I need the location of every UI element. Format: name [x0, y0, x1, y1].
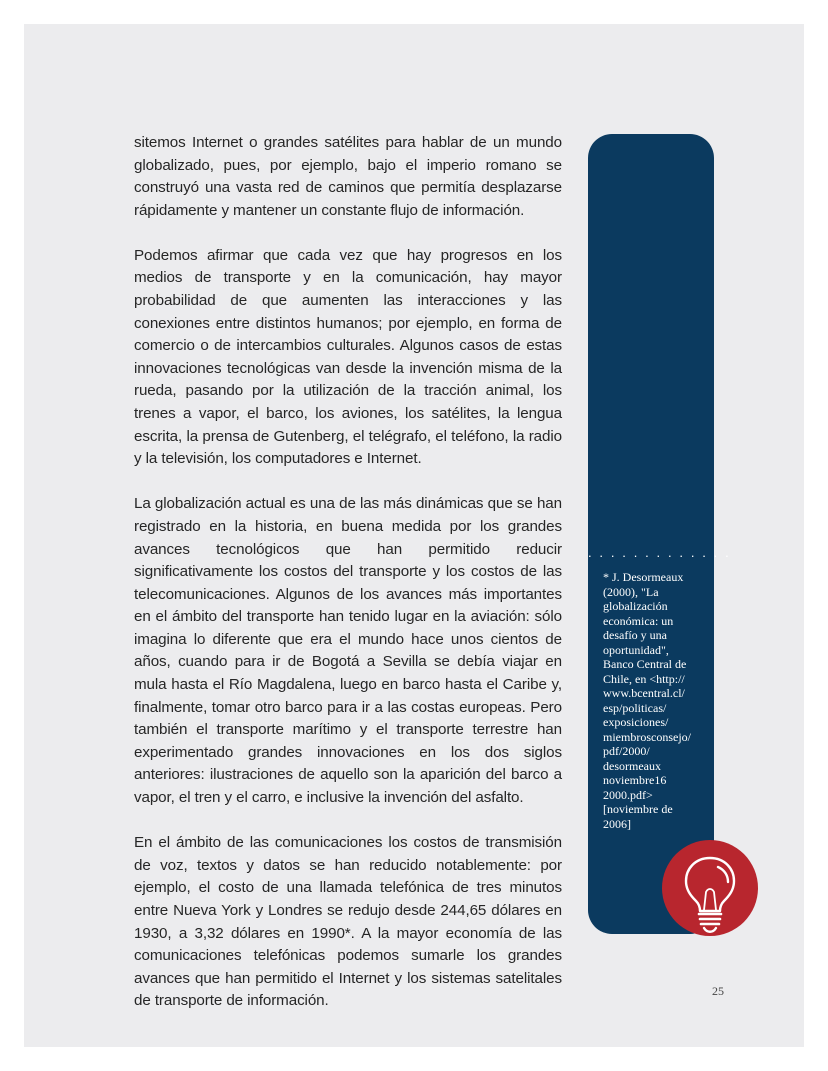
paragraph-3: La globalización actual es una de las más dinámicas que se han registrado en la historia, en buena medida por los grandes avances tecnológicos que han permitido reducir significativamente los costos del transporte y los costos de las telecomunicaciones. Algunos de los avances más importantes en el ámbito del transporte han tenido lugar en la aviación: sólo imagina lo diferente que era el mundo hace unos cientos de años, cuando para ir de Bogotá a Sevilla se debía viajar en mula hasta el Río Magdalena, luego en barco hasta el Caribe y, finalmente, tomar otro barco para ir a las costas europeas. Pero también el transporte marítimo y el transporte terrestre han experimentado grandes innovaciones en los dos siglos anteriores: ilustraciones de aquello son la aparición del barco a vapor, el tren y el carro, e inclusive la invención del asfalto. — [134, 495, 562, 807]
footnote-line: globalización — [603, 599, 668, 613]
footnote-line: desormeaux — [603, 758, 661, 773]
footnote-line: Chile, en <http:// — [603, 671, 685, 686]
footnote-line: Banco Central de — [603, 657, 687, 671]
paragraph-1: sitemos Internet o grandes satélites para hablar de un mundo globalizado, pues, por ejemplo, bajo el imperio romano se construyó una vasta red de caminos que permitía desplazarse rápidamente y mantener un constante flujo de información. — [134, 134, 562, 219]
footnote-line: exposiciones/ — [603, 715, 669, 729]
footnote-line: [noviembre de — [603, 802, 673, 816]
page-number: 25 — [712, 984, 724, 998]
dotted-separator: . . . . . . . . . . . . . — [588, 545, 731, 560]
footnote-line: noviembre16 — [603, 773, 667, 787]
paragraph-4: En el ámbito de las comunicaciones los costos de transmisión de voz, textos y datos se han reducido notablemente: por ejemplo, el costo de una llamada telefónica de tres minutos entre Nueva York y Londres se redujo desde 244,65 dólares en 1930, a 3,32 dólares en 1990*. A la mayor economía de las comunicaciones telefónicas podemos sumarle los grandes avances que han permitido el Internet y los sistemas satelitales de transporte de información. — [134, 834, 562, 1010]
footnote-line: esp/politicas/ — [603, 700, 667, 715]
footnote — [603, 570, 711, 831]
footnote-line: oportunidad", — [603, 642, 669, 657]
footnote-line: 2006] — [603, 816, 631, 831]
footnote-line: desafío y una — [603, 628, 667, 642]
footnote-line: pdf/2000/ — [603, 744, 650, 758]
footnote-line: * J. Desormeaux — [603, 570, 684, 584]
lightbulb-icon — [662, 840, 758, 936]
footnote-line: (2000), "La — [603, 584, 659, 599]
footnote-line: económica: un — [603, 613, 674, 628]
document-page — [24, 24, 804, 1047]
lightbulb-badge — [662, 840, 758, 936]
footnote-line: www.bcentral.cl/ — [603, 686, 685, 700]
main-text-column — [134, 132, 562, 1035]
paragraph-2: Podemos afirmar que cada vez que hay progresos en los medios de transporte y en la comunicación, hay mayor probabilidad de que aumenten las interacciones y las conexiones entre distintos humanos; por ejemplo, en forma de comercio o de intercambios culturales. Algunos casos de estas innovaciones tecnológicas van desde la invención misma de la rueda, pasando por la utilización de la tracción animal, los trenes a vapor, el barco, los aviones, los satélites, la lengua escrita, la prensa de Gutenberg, el telégrafo, el teléfono, la radio y la televisión, los computadores e Internet. — [134, 246, 562, 468]
footnote-line: 2000.pdf> — [603, 787, 653, 802]
footnote-line: miembrosconsejo/ — [603, 729, 691, 744]
